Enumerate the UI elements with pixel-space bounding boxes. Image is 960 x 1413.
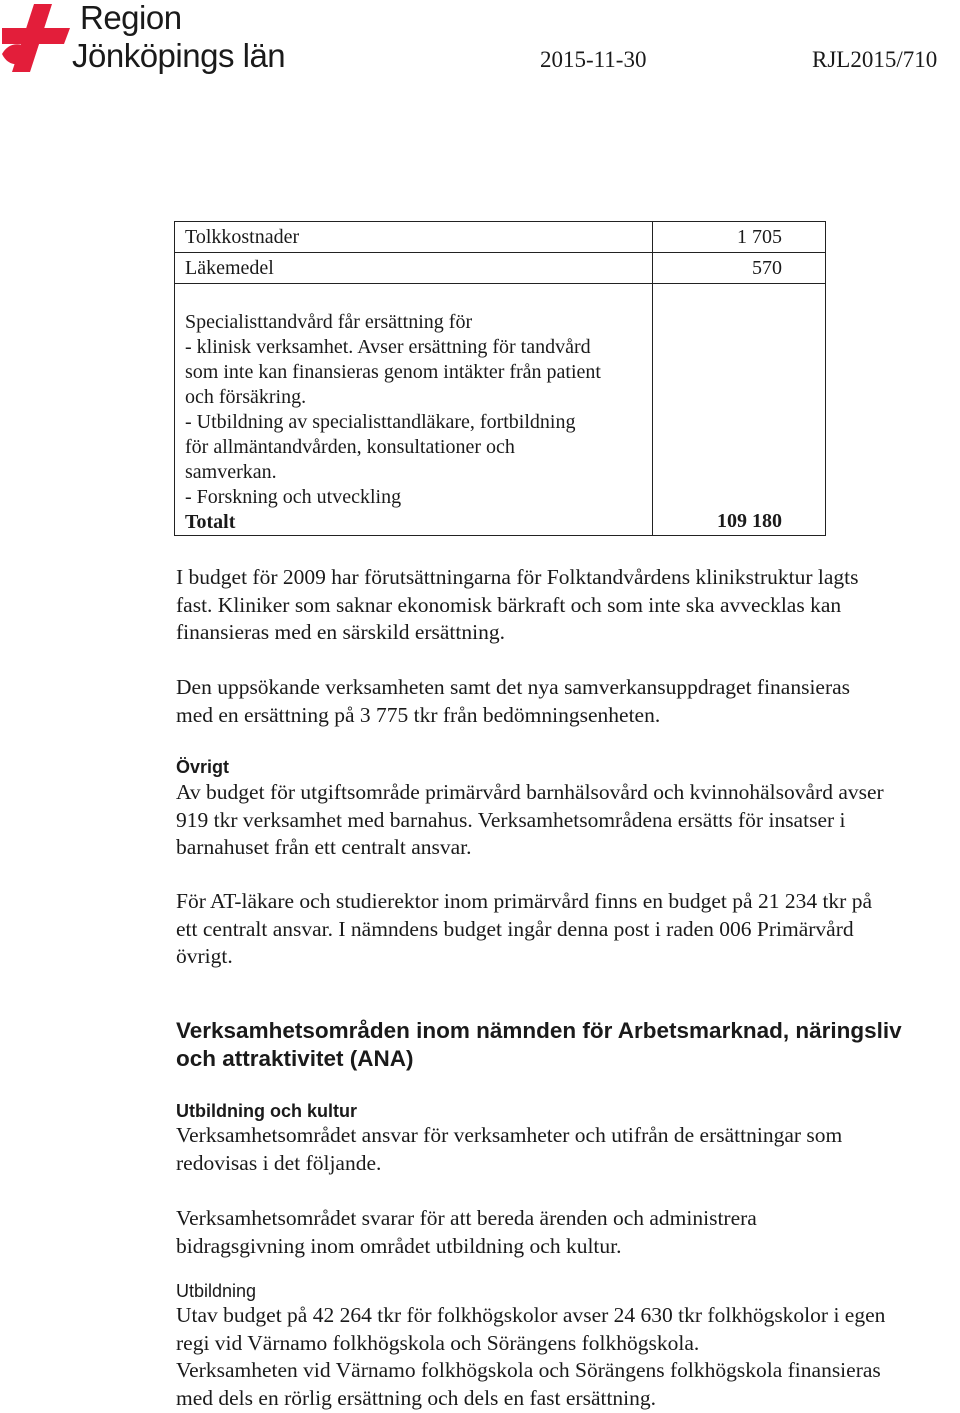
- total-value: 109 180: [653, 284, 826, 536]
- text-line: Verksamhetsområdet svarar för att bereda ärenden och administrera: [176, 1206, 757, 1230]
- logo-text-county: Jönköpings län: [72, 37, 286, 74]
- document-date: 2015-11-30: [540, 47, 647, 72]
- heading-line: och attraktivitet (ANA): [176, 1046, 414, 1071]
- heading-education-culture: Utbildning och kultur: [176, 1101, 357, 1121]
- row-value: 570: [653, 253, 826, 284]
- heading-education: Utbildning: [176, 1281, 257, 1301]
- text-line: finansieras med en särskild ersättning.: [176, 620, 505, 644]
- description-line: för allmäntandvården, konsultationer och: [185, 436, 515, 458]
- table-row: [175, 284, 826, 536]
- text-line: fast. Kliniker som saknar ekonomisk bärkraft och som inte ska avvecklas kan: [176, 592, 842, 617]
- text-line: bidragsgivning inom området utbildning och kultur.: [176, 1233, 622, 1258]
- text-line: Utav budget på 42 264 tkr för folkhögskolor avser 24 630 tkr folkhögskolor i egen: [176, 1303, 886, 1327]
- budget-table: [174, 221, 826, 536]
- specialist-description: [175, 284, 653, 536]
- description-line: - Utbildning av specialisttandläkare, fortbildning: [185, 411, 576, 433]
- section-heading-ana: [176, 1017, 902, 1073]
- text-line: Av budget för utgiftsområde primärvård barnhälsovård och kvinnohälsovård avser: [176, 780, 884, 804]
- document-reference: RJL2015/710: [812, 47, 938, 72]
- heading-ovrigt: Övrigt: [176, 757, 230, 777]
- table-row: [175, 253, 826, 284]
- text-line: 919 tkr verksamhet med barnahus. Verksamhetsområdena ersätts för insatser i: [176, 807, 846, 832]
- text-line: övrigt.: [176, 944, 233, 968]
- paragraph-folk-high-schools: [176, 1302, 960, 1412]
- table-row: [175, 222, 826, 253]
- paragraph-area-responsibility: [176, 1122, 960, 1177]
- description-line: - Forskning och utveckling: [185, 486, 402, 508]
- text-line: barnahuset från ett centralt ansvar.: [176, 835, 472, 859]
- text-line: Den uppsökande verksamheten samt det nya samverkansuppdraget finansieras: [176, 675, 851, 699]
- total-label: Totalt: [185, 511, 236, 533]
- paragraph-clinic-structure: [176, 564, 960, 647]
- text-line: I budget för 2009 har förutsättningarna för Folktandvårdens klinikstruktur lagts: [176, 565, 859, 589]
- row-label: Läkemedel: [175, 253, 653, 284]
- description-line: - klinisk verksamhet. Avser ersättning för tandvård: [185, 336, 591, 358]
- heading-line: Verksamhetsområden inom nämnden för Arbetsmarknad, näringsliv: [176, 1018, 902, 1043]
- paragraph-outreach: [176, 674, 960, 729]
- text-line: För AT-läkare och studierektor inom primärvård finns en budget på 21 234 tkr på: [176, 889, 872, 913]
- paragraph-at-doctors: [176, 888, 960, 971]
- text-line: Verksamhetsområdet ansvar för verksamheter och utifrån de ersättningar som: [176, 1123, 843, 1147]
- description-line: och försäkring.: [185, 386, 307, 408]
- logo-text-region: Region: [80, 0, 182, 36]
- region-logo: [0, 0, 300, 80]
- text-line: med dels en rörlig ersättning och dels en fast ersättning.: [176, 1385, 657, 1410]
- text-line: ett centralt ansvar. I nämndens budget ingår denna post i raden 006 Primärvård: [176, 916, 854, 941]
- text-line: med en ersättning på 3 775 tkr från bedömningsenheten.: [176, 702, 661, 727]
- region-cross-logo-icon: [0, 2, 72, 72]
- text-line: redovisas i det följande.: [176, 1150, 382, 1175]
- description-line: samverkan.: [185, 461, 277, 483]
- description-line: Specialisttandvård får ersättning för: [185, 311, 473, 333]
- row-value: 1 705: [653, 222, 826, 253]
- text-line: Verksamheten vid Värnamo folkhögskola och Sörängens folkhögskola finansieras: [176, 1358, 881, 1382]
- paragraph-child-health: [176, 779, 960, 862]
- text-line: regi vid Värnamo folkhögskola och Sörängens folkhögskola.: [176, 1330, 700, 1355]
- row-label: Tolkkostnader: [175, 222, 653, 253]
- paragraph-area-administration: [176, 1205, 960, 1260]
- description-line: som inte kan finansieras genom intäkter från patient: [185, 361, 601, 383]
